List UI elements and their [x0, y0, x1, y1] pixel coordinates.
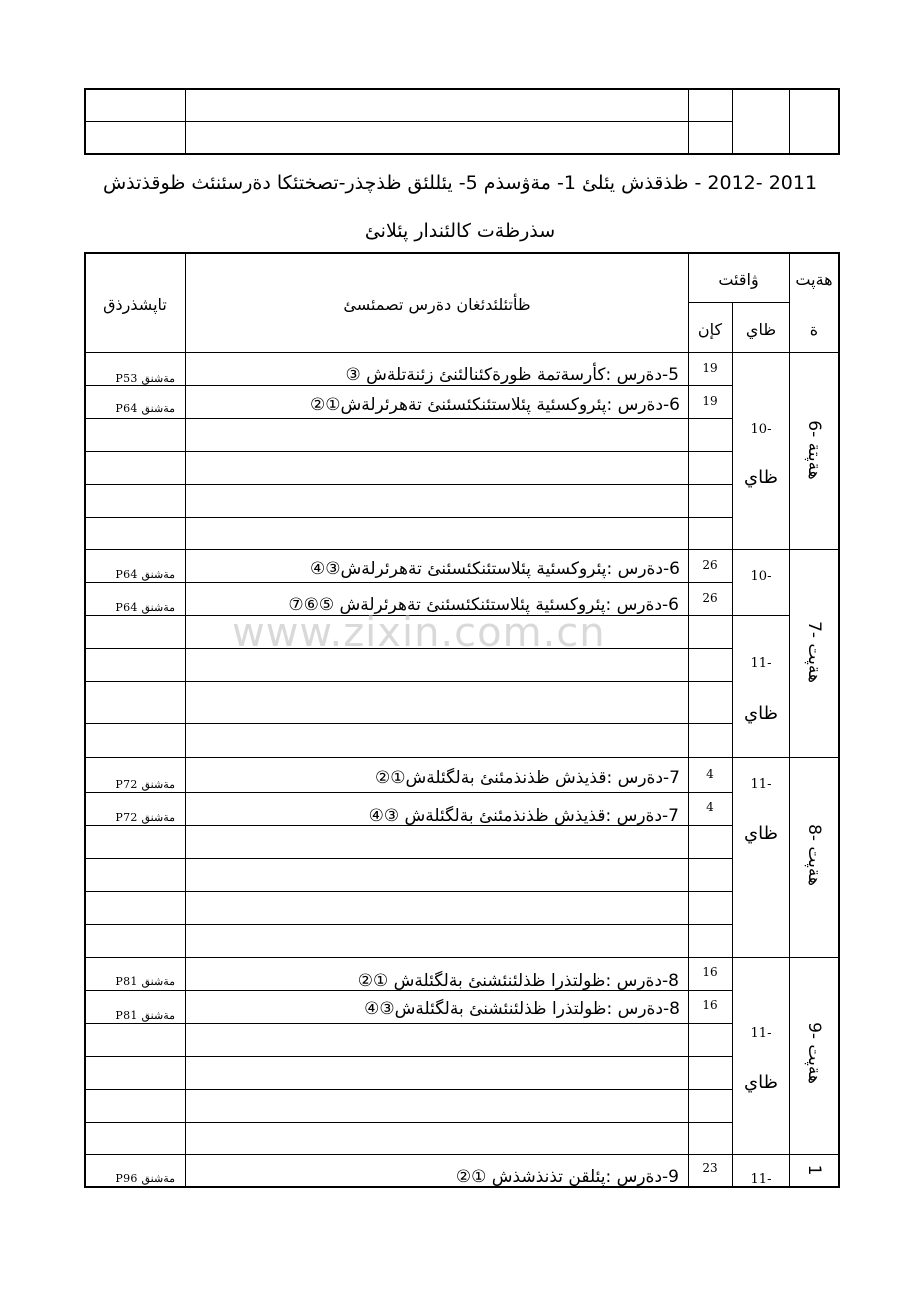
row-rule: [84, 582, 733, 583]
week-label: 1: [804, 1164, 824, 1176]
row-rule: [84, 825, 733, 826]
header-rule: [688, 302, 789, 303]
exercise-ref: P81 مةشنق: [115, 975, 175, 988]
day-cell: 19: [702, 394, 718, 408]
lesson-title: 8-دةرس :ظولتذرا ظذلئنئشنئ بةلگئلةش ①②: [357, 971, 679, 990]
row-rule: [84, 451, 733, 452]
top-table-rule: [185, 88, 186, 155]
exercise-ref: P53 مةشنق: [115, 372, 175, 385]
lesson-title: 7-دةرس :قذيذش ظذنذمئنئ بةلگئلةش①②: [375, 768, 680, 788]
header-month: ظاي: [745, 320, 777, 339]
week-rule: [84, 757, 840, 758]
table-row: [85, 966, 185, 990]
row-rule: [84, 1122, 733, 1123]
month-number: 11-: [750, 1172, 772, 1186]
exercise-ref: P72 مةشنق: [115, 778, 175, 791]
row-rule: [84, 792, 733, 793]
row-rule: [84, 517, 733, 518]
day-cell: 16: [702, 965, 718, 979]
month-word: ظاي: [744, 703, 778, 724]
row-rule: [84, 1056, 733, 1057]
exercise-ref: P64 مةشنق: [115, 601, 175, 614]
day-cell: 23: [702, 1161, 718, 1175]
month-number: 11-: [750, 1026, 772, 1041]
table-row: [85, 1162, 185, 1186]
lesson-title: 5-دةرس :كأرسةتمة ظورةكئنالئنئ زئنةتلةش ③: [345, 365, 679, 385]
week-rule: [84, 549, 840, 550]
exercise-ref: P96 مةشنق: [115, 1172, 175, 1185]
calendar-table: [84, 252, 840, 1188]
header-time: ۋاقئت: [718, 270, 759, 289]
table-row: [85, 592, 185, 615]
header-note: تاپشذرذق: [103, 295, 167, 314]
table-row: [186, 1162, 687, 1186]
header-rule: [84, 352, 840, 353]
row-rule: [84, 723, 733, 724]
top-table-rule: [688, 88, 689, 155]
table-row: [85, 360, 185, 385]
week-rule: [84, 1154, 840, 1155]
week-label: 7- هةپت: [804, 621, 824, 683]
week-rule: [84, 957, 840, 958]
lesson-title: 6-دةرس :پئروكسئية پئلاستئنكئسئنئ تةھرئرلةش③④: [309, 559, 680, 579]
day-cell: 19: [702, 361, 718, 375]
column-rule: [185, 252, 186, 1188]
month-number: 10-: [750, 422, 772, 437]
top-table-rule: [732, 88, 733, 155]
exercise-ref: P64 مةشنق: [115, 568, 175, 581]
lesson-title: 9-دةرس :پئلقن تذنذشذش ①②: [455, 1167, 679, 1186]
table-row: [85, 802, 185, 825]
exercise-ref: P72 مةشنق: [115, 811, 175, 824]
month-word: ظاي: [744, 467, 778, 488]
week-label: 6- هةپتة: [804, 420, 824, 480]
table-row: [186, 360, 687, 385]
column-rule: [789, 252, 790, 1188]
lesson-title: 8-دةرس :ظولتذرا ظذلئنئشنئ بةلگئلةش③④: [364, 999, 680, 1019]
table-row: [186, 966, 687, 990]
week-label: 9- هةپت: [804, 1022, 824, 1084]
top-table-rule: [789, 88, 790, 155]
header-week-suffix: ة: [809, 320, 819, 339]
row-rule: [84, 681, 733, 682]
row-rule: [84, 385, 733, 386]
top-table-rule: [84, 121, 733, 122]
row-rule: [84, 1089, 733, 1090]
day-cell: 4: [706, 800, 714, 814]
lesson-title: 6-دةرس :پئروكسئية پئلاستئنكئسئنئ تةھرئرلةش①②: [309, 395, 680, 415]
watermark: www.zixin.com.cn: [232, 610, 606, 656]
row-rule: [84, 990, 733, 991]
row-rule: [84, 891, 733, 892]
month-number: 10-: [750, 569, 772, 584]
row-rule: [84, 924, 733, 925]
row-rule: [84, 484, 733, 485]
day-cell: 26: [702, 558, 718, 572]
month-word: ظاي: [744, 823, 778, 844]
table-row: [186, 802, 687, 825]
week-label: 8- هةپت: [804, 824, 824, 886]
row-rule: [84, 418, 733, 419]
month-cell: [733, 1162, 789, 1186]
document-title: 2011 -2012 - ظذقذش يئلئ 1- مةۋسذم 5- يئللئق ظذچذر-تصختئكا دةرسئنئث ظوقذتذش: [102, 172, 818, 194]
day-cell: 16: [702, 998, 718, 1012]
month-number: 11-: [750, 777, 772, 792]
row-rule: [84, 858, 733, 859]
header-day: كإن: [697, 320, 723, 339]
header-week: هةپت: [795, 270, 833, 289]
document-subtitle: سذرظةت كالئندار پئلانئ: [364, 220, 556, 242]
row-rule: [84, 1023, 733, 1024]
header-content: ظأتئلئدئغان دةرس تصمئسئ: [343, 295, 531, 314]
day-cell: 4: [706, 767, 714, 781]
lesson-title: 7-دةرس :قذيذش ظذنذمئنئ بةلگئلةش ③④: [368, 806, 679, 825]
exercise-ref: P64 مةشنق: [115, 402, 175, 415]
month-number: 11-: [750, 656, 772, 671]
day-cell: 26: [702, 591, 718, 605]
lesson-title: 6-دةرس :پئروكسئية پئلاستئنكئسئنئ تةھرئرلةش ⑤⑥⑦: [288, 595, 679, 615]
exercise-ref: P81 مةشنق: [115, 1009, 175, 1022]
month-word: ظاي: [744, 1072, 778, 1093]
column-rule: [688, 252, 689, 1188]
